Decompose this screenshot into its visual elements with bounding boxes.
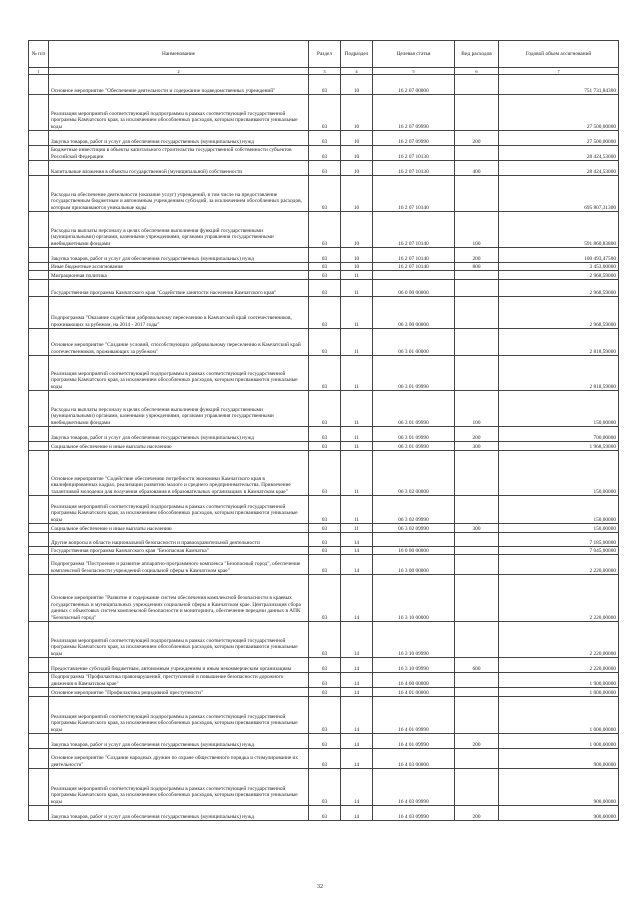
row-vr — [455, 697, 499, 734]
row-razdel: 03 — [309, 391, 341, 427]
row-podrazdel: 14 — [341, 658, 373, 673]
row-number-cell — [29, 146, 49, 161]
row-amount: 1 000,00000 — [499, 688, 619, 697]
row-razdel: 03 — [309, 524, 341, 533]
row-kcsr: 06 3 01 00000 — [373, 329, 455, 356]
table-row — [29, 161, 619, 176]
row-name: Реализация мероприятий соответствующей подпрограммы в рамках соответствующей государственной программы Камчатского края, за исключением обособленных расходов, которым присваиваются уникальные коды — [49, 622, 309, 658]
row-number-cell — [29, 622, 49, 658]
row-name: Подпрограмма "Оказание содействия добровольному переселению в Камчатский край соотечественников, проживающих за рубежом, на 2014 - 2017 годы" — [49, 297, 309, 329]
table-row — [29, 131, 619, 146]
table-row — [29, 555, 619, 575]
row-vr: 600 — [455, 658, 499, 673]
row-podrazdel: 14 — [341, 734, 373, 749]
row-amount: 2 968,59000 — [499, 280, 619, 297]
row-name: Закупка товаров, работ и услуг для обеспечения государственных (муниципальных) нужд — [49, 806, 309, 821]
row-name: Реализация мероприятий соответствующей подпрограммы в рамках соответствующей государственной программы Камчатского края, за исключением обособленных расходов, которым присваиваются уникальные коды — [49, 769, 309, 806]
col-index: 6 — [455, 68, 499, 75]
row-vr — [455, 673, 499, 688]
row-razdel: 03 — [309, 451, 341, 496]
col-index: 4 — [341, 68, 373, 75]
row-podrazdel: 14 — [341, 533, 373, 547]
row-amount: 28 424,53000 — [499, 161, 619, 176]
table-body — [29, 75, 619, 821]
row-podrazdel: 14 — [341, 547, 373, 555]
row-vr — [455, 297, 499, 329]
row-kcsr: 06 3 01 09990 — [373, 427, 455, 442]
row-vr — [455, 271, 499, 280]
row-podrazdel: 14 — [341, 806, 373, 821]
row-name: Расходы на выплаты персоналу в целях обеспечения выполнения функций государственными (муниципальными) органами, казенными учреждениями, органами управления государственными внебюджетными фондами — [49, 212, 309, 248]
row-razdel: 03 — [309, 622, 341, 658]
table-row — [29, 749, 619, 769]
table-row — [29, 547, 619, 555]
row-name: Закупка товаров, работ и услуг для обеспечения государственных (муниципальных) нужд — [49, 248, 309, 263]
row-razdel: 03 — [309, 131, 341, 146]
table-row — [29, 734, 619, 749]
row-amount: 2 968,59000 — [499, 271, 619, 280]
table-row — [29, 697, 619, 734]
table-row — [29, 575, 619, 622]
row-name: Основное мероприятие "Создание условий, способствующих добровольному переселению в Камчатский край соотечественников, проживающих за рубежом" — [49, 329, 309, 356]
row-number-cell — [29, 75, 49, 95]
table-row — [29, 769, 619, 806]
row-kcsr: 16 2 07 10140 — [373, 263, 455, 271]
row-vr — [455, 95, 499, 131]
row-razdel: 03 — [309, 161, 341, 176]
row-vr — [455, 451, 499, 496]
row-podrazdel: 14 — [341, 769, 373, 806]
row-amount: 2 220,00000 — [499, 555, 619, 575]
row-number-cell — [29, 658, 49, 673]
row-amount: 2 220,00000 — [499, 658, 619, 673]
row-amount: 150,00000 — [499, 391, 619, 427]
row-vr — [455, 749, 499, 769]
row-amount: 2 818,59000 — [499, 329, 619, 356]
row-podrazdel: 10 — [341, 146, 373, 161]
row-number-cell — [29, 555, 49, 575]
row-number-cell — [29, 806, 49, 821]
row-vr — [455, 555, 499, 575]
row-vr: 800 — [455, 263, 499, 271]
row-razdel: 03 — [309, 271, 341, 280]
row-number-cell — [29, 280, 49, 297]
row-razdel: 03 — [309, 95, 341, 131]
row-vr: 100 — [455, 391, 499, 427]
row-razdel: 03 — [309, 734, 341, 749]
col-header-kcsr: Целевая статья — [373, 41, 455, 68]
row-amount: 1 000,00000 — [499, 697, 619, 734]
row-podrazdel: 11 — [341, 496, 373, 524]
table-row — [29, 533, 619, 547]
table-row — [29, 806, 619, 821]
budget-table — [28, 40, 619, 821]
row-kcsr: 06 3 02 09990 — [373, 524, 455, 533]
row-podrazdel: 11 — [341, 280, 373, 297]
row-podrazdel: 10 — [341, 212, 373, 248]
row-name: Основное мероприятие "Создание народных дружин по охране общественного порядка и стимулирование их деятельности" — [49, 749, 309, 769]
table-row — [29, 75, 619, 95]
row-name: Основное мероприятие "Обеспечение деятельности и содержание подведомственных учреждений" — [49, 75, 309, 95]
table-row — [29, 496, 619, 524]
row-amount: 900,00000 — [499, 749, 619, 769]
col-header-number: № п/п — [29, 41, 49, 68]
row-name: Основное мероприятие "Развитие и содержание систем обеспечения комплексной безопасности в краевых государственных и муниципальных учреждениях социальной сферы в Камчатском крае. Централизация сбора данных с объектовых систем комплексной безопасности и мониторинга, обеспечение передачи данных в АПК "Безопасный город" — [49, 575, 309, 622]
col-header-amount: Годовой объем ассигнований — [499, 41, 619, 68]
row-kcsr: 16 4 01 09990 — [373, 734, 455, 749]
row-podrazdel: 14 — [341, 673, 373, 688]
row-podrazdel: 10 — [341, 248, 373, 263]
row-kcsr: 16 2 07 10140 — [373, 212, 455, 248]
row-vr — [455, 176, 499, 212]
row-name: Закупка товаров, работ и услуг для обеспечения государственных (муниципальных) нужд — [49, 734, 309, 749]
row-amount: 28 424,53000 — [499, 146, 619, 161]
col-header-razdel: Раздел — [309, 41, 341, 68]
row-number-cell — [29, 769, 49, 806]
table-row — [29, 673, 619, 688]
row-vr — [455, 356, 499, 391]
table-row — [29, 622, 619, 658]
row-razdel: 03 — [309, 442, 341, 451]
row-name: Закупка товаров, работ и услуг для обеспечения государственных (муниципальных) нужд — [49, 131, 309, 146]
row-number-cell — [29, 524, 49, 533]
row-vr: 200 — [455, 734, 499, 749]
row-amount: 900,00000 — [499, 806, 619, 821]
row-podrazdel: 10 — [341, 75, 373, 95]
row-name: Социальное обеспечение и иные выплаты населению — [49, 524, 309, 533]
row-kcsr: 16 4 01 09990 — [373, 697, 455, 734]
row-vr — [455, 329, 499, 356]
row-amount: 3 453,00000 — [499, 263, 619, 271]
row-razdel: 03 — [309, 575, 341, 622]
row-kcsr: 06 3 00 00000 — [373, 297, 455, 329]
row-kcsr: 06 3 01 09990 — [373, 391, 455, 427]
row-podrazdel: 14 — [341, 749, 373, 769]
row-number-cell — [29, 329, 49, 356]
row-name: Подпрограмма "Построение и развитие аппаратно-программного комплекса "Безопасный город", обеспечение комплексной безопасности учреждений социальной сферы в Камчатском крае" — [49, 555, 309, 575]
row-number-cell — [29, 734, 49, 749]
row-amount: 7 045,00000 — [499, 547, 619, 555]
row-name: Расходы на обеспечение деятельности (оказание услуг) учреждений, в том числе на предоставление государственным бюджетным и автономным учреждениям субсидий, за исключением обособленных расходов, которым присваиваются уникальные коды — [49, 176, 309, 212]
row-vr: 200 — [455, 248, 499, 263]
row-name: Бюджетные инвестиции в объекты капитального строительства государственной собственности субъектов Российской Федерации — [49, 146, 309, 161]
row-number-cell — [29, 442, 49, 451]
table-row — [29, 95, 619, 131]
row-podrazdel: 10 — [341, 95, 373, 131]
row-kcsr: 16 2 07 10140 — [373, 248, 455, 263]
column-index-row — [29, 68, 619, 75]
row-name: Иные бюджетные ассигнования — [49, 263, 309, 271]
row-kcsr: 16 4 03 09990 — [373, 769, 455, 806]
table-row — [29, 442, 619, 451]
row-amount: 700,00000 — [499, 427, 619, 442]
row-podrazdel: 14 — [341, 575, 373, 622]
row-podrazdel: 11 — [341, 524, 373, 533]
table-row — [29, 297, 619, 329]
row-kcsr: 06 3 01 09990 — [373, 442, 455, 451]
row-amount: 2 220,00000 — [499, 622, 619, 658]
row-number-cell — [29, 575, 49, 622]
row-kcsr — [373, 271, 455, 280]
row-number-cell — [29, 212, 49, 248]
table-row — [29, 280, 619, 297]
row-amount: 2 818,59000 — [499, 356, 619, 391]
row-kcsr: 16 2 07 10130 — [373, 161, 455, 176]
table-row — [29, 356, 619, 391]
row-razdel: 03 — [309, 263, 341, 271]
row-number-cell — [29, 749, 49, 769]
row-kcsr: 16 3 10 00000 — [373, 575, 455, 622]
row-vr: 300 — [455, 524, 499, 533]
row-number-cell — [29, 297, 49, 329]
row-name: Подпрограмма "Профилактика правонарушений, преступлений и повышение безопасности дорожного движения в Камчатском крае" — [49, 673, 309, 688]
col-index: 1 — [29, 68, 49, 75]
row-razdel: 03 — [309, 356, 341, 391]
row-razdel: 03 — [309, 555, 341, 575]
row-razdel: 03 — [309, 749, 341, 769]
row-vr: 100 — [455, 212, 499, 248]
row-kcsr: 16 3 10 09990 — [373, 658, 455, 673]
row-vr: 200 — [455, 806, 499, 821]
col-header-vr: Вид расходов — [455, 41, 499, 68]
row-razdel: 03 — [309, 697, 341, 734]
row-razdel: 03 — [309, 280, 341, 297]
row-razdel: 03 — [309, 329, 341, 356]
row-kcsr: 06 3 02 00000 — [373, 451, 455, 496]
row-number-cell — [29, 356, 49, 391]
row-name: Другие вопросы в области национальной безопасности и правоохранительной деятельности — [49, 533, 309, 547]
row-vr — [455, 769, 499, 806]
table-row — [29, 451, 619, 496]
row-number-cell — [29, 131, 49, 146]
row-razdel: 03 — [309, 533, 341, 547]
row-kcsr: 16 2 07 10130 — [373, 146, 455, 161]
col-index: 7 — [499, 68, 619, 75]
row-vr — [455, 146, 499, 161]
row-name: Реализация мероприятий соответствующей подпрограммы в рамках соответствующей государственной программы Камчатского края, за исключением обособленных расходов, которым присваиваются уникальные коды — [49, 95, 309, 131]
table-row — [29, 271, 619, 280]
row-number-cell — [29, 533, 49, 547]
row-amount: 751 731,84300 — [499, 75, 619, 95]
row-number-cell — [29, 271, 49, 280]
row-razdel: 03 — [309, 688, 341, 697]
row-name: Миграционная политика — [49, 271, 309, 280]
row-podrazdel: 10 — [341, 131, 373, 146]
row-podrazdel: 14 — [341, 697, 373, 734]
row-amount: 900,00000 — [499, 769, 619, 806]
col-index: 5 — [373, 68, 455, 75]
row-amount: 27 500,00000 — [499, 95, 619, 131]
row-number-cell — [29, 391, 49, 427]
row-number-cell — [29, 427, 49, 442]
row-number-cell — [29, 176, 49, 212]
row-number-cell — [29, 688, 49, 697]
table-row — [29, 263, 619, 271]
row-razdel: 03 — [309, 75, 341, 95]
row-kcsr: 16 4 00 00000 — [373, 673, 455, 688]
row-number-cell — [29, 673, 49, 688]
row-kcsr: 16 3 10 09990 — [373, 622, 455, 658]
row-podrazdel: 11 — [341, 451, 373, 496]
row-amount: 100 493,47500 — [499, 248, 619, 263]
row-podrazdel: 11 — [341, 442, 373, 451]
col-header-podrazdel: Подраздел — [341, 41, 373, 68]
row-number-cell — [29, 496, 49, 524]
row-name: Капитальные вложения в объекты государственной (муниципальной) собственности — [49, 161, 309, 176]
row-amount: 591 860,83800 — [499, 212, 619, 248]
row-podrazdel: 11 — [341, 391, 373, 427]
row-podrazdel: 11 — [341, 329, 373, 356]
row-kcsr: 06 3 01 09990 — [373, 356, 455, 391]
row-name: Основное мероприятие "Профилактика рецидивной преступности" — [49, 688, 309, 697]
row-kcsr: 06 0 00 00000 — [373, 280, 455, 297]
row-razdel: 03 — [309, 496, 341, 524]
row-number-cell — [29, 161, 49, 176]
row-kcsr: 16 2 07 10140 — [373, 176, 455, 212]
header-row — [29, 41, 619, 68]
row-vr — [455, 280, 499, 297]
row-razdel: 03 — [309, 806, 341, 821]
row-razdel: 03 — [309, 547, 341, 555]
row-kcsr: 16 2 07 09990 — [373, 95, 455, 131]
row-podrazdel: 14 — [341, 688, 373, 697]
row-podrazdel: 10 — [341, 263, 373, 271]
row-name: Расходы на выплаты персоналу в целях обеспечения выполнения функций государственными (муниципальными) органами, казенными учреждениями, органами управления государственными внебюджетными фондами — [49, 391, 309, 427]
row-amount: 2 968,59000 — [499, 297, 619, 329]
row-vr — [455, 75, 499, 95]
row-vr — [455, 575, 499, 622]
row-number-cell — [29, 451, 49, 496]
row-amount: 1 000,00000 — [499, 734, 619, 749]
row-kcsr: 16 3 00 00000 — [373, 555, 455, 575]
row-amount: 1 900,00000 — [499, 673, 619, 688]
row-vr: 400 — [455, 161, 499, 176]
row-razdel: 03 — [309, 176, 341, 212]
row-name: Социальное обеспечение и иные выплаты населению — [49, 442, 309, 451]
page-number: 32 — [317, 884, 323, 890]
row-name: Реализация мероприятий соответствующей подпрограммы в рамках соответствующей государственной программы Камчатского края, за исключением обособленных расходов, которым присваиваются уникальные коды — [49, 697, 309, 734]
row-name: Реализация мероприятий соответствующей подпрограммы в рамках соответствующей государственной программы Камчатского края, за исключением обособленных расходов, которым присваиваются уникальные коды — [49, 356, 309, 391]
row-amount: 695 807,31300 — [499, 176, 619, 212]
row-podrazdel: 10 — [341, 161, 373, 176]
row-amount: 2 220,00000 — [499, 575, 619, 622]
row-kcsr: 16 4 03 00000 — [373, 749, 455, 769]
row-number-cell — [29, 248, 49, 263]
row-podrazdel: 11 — [341, 356, 373, 391]
row-vr — [455, 688, 499, 697]
row-amount: 1 968,59000 — [499, 442, 619, 451]
row-vr — [455, 533, 499, 547]
row-name: Государственная программа Камчатского края "Безопасная Камчатка" — [49, 547, 309, 555]
col-header-name: Наименование — [49, 41, 309, 68]
row-number-cell — [29, 263, 49, 271]
row-vr — [455, 496, 499, 524]
row-podrazdel: 14 — [341, 622, 373, 658]
col-index: 3 — [309, 68, 341, 75]
table-row — [29, 146, 619, 161]
row-podrazdel: 11 — [341, 427, 373, 442]
table-row — [29, 176, 619, 212]
row-number-cell — [29, 547, 49, 555]
row-podrazdel: 14 — [341, 555, 373, 575]
table-row — [29, 524, 619, 533]
row-amount: 7 185,00000 — [499, 533, 619, 547]
row-razdel: 03 — [309, 212, 341, 248]
row-podrazdel: 11 — [341, 271, 373, 280]
row-kcsr: 16 2 07 00000 — [373, 75, 455, 95]
row-number-cell — [29, 697, 49, 734]
row-kcsr: 16 0 00 00000 — [373, 547, 455, 555]
row-kcsr: 16 2 07 09990 — [373, 131, 455, 146]
row-name: Основное мероприятие "Содействие обеспечению потребности экономики Камчатского края в квалифицированных кадрах, реализации развитию малого и среднего предпринимательства. Привлечение талантливой молодежи для получения образования в образовательных организациях в Камчатском крае" — [49, 451, 309, 496]
row-podrazdel: 10 — [341, 176, 373, 212]
row-razdel: 03 — [309, 673, 341, 688]
row-kcsr — [373, 533, 455, 547]
row-amount: 150,00000 — [499, 524, 619, 533]
row-razdel: 03 — [309, 248, 341, 263]
row-amount: 27 500,00000 — [499, 131, 619, 146]
row-name: Реализация мероприятий соответствующей подпрограммы в рамках соответствующей государственной программы Камчатского края, за исключением обособленных расходов, которым присваиваются уникальные коды — [49, 496, 309, 524]
row-razdel: 03 — [309, 297, 341, 329]
table-row — [29, 688, 619, 697]
col-index: 2 — [49, 68, 309, 75]
row-razdel: 03 — [309, 427, 341, 442]
row-razdel: 03 — [309, 146, 341, 161]
row-razdel: 03 — [309, 658, 341, 673]
row-number-cell — [29, 95, 49, 131]
table-row — [29, 427, 619, 442]
row-vr: 200 — [455, 131, 499, 146]
row-podrazdel: 11 — [341, 297, 373, 329]
row-amount: 150,00000 — [499, 451, 619, 496]
row-vr: 200 — [455, 427, 499, 442]
row-name: Закупка товаров, работ и услуг для обеспечения государственных (муниципальных) нужд — [49, 427, 309, 442]
row-kcsr: 16 4 01 00000 — [373, 688, 455, 697]
row-vr — [455, 547, 499, 555]
row-vr — [455, 622, 499, 658]
table-row — [29, 658, 619, 673]
row-razdel: 03 — [309, 769, 341, 806]
row-name: Предоставление субсидий бюджетным, автономным учреждениям и иным некоммерческим организациям — [49, 658, 309, 673]
row-vr: 300 — [455, 442, 499, 451]
row-kcsr: 16 4 03 09990 — [373, 806, 455, 821]
table-row — [29, 391, 619, 427]
row-kcsr: 06 3 02 09990 — [373, 496, 455, 524]
table-row — [29, 212, 619, 248]
table-row — [29, 248, 619, 263]
row-amount: 150,00000 — [499, 496, 619, 524]
table-row — [29, 329, 619, 356]
row-name: Государственная программа Камчатского края "Содействие занятости населения Камчатского края" — [49, 280, 309, 297]
